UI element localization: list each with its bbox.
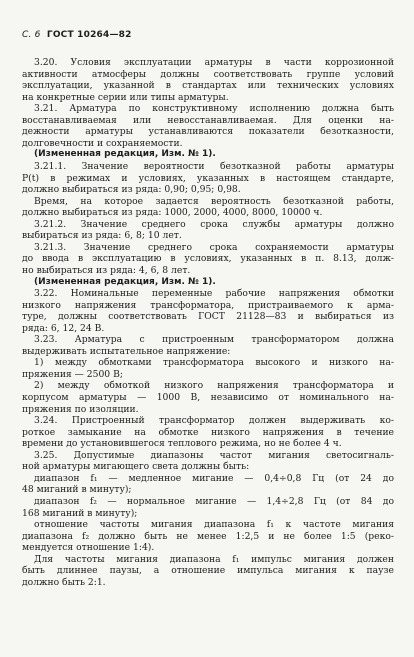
text-line: 3.25. Допустимые диапазоны частот мигания светосигналь-	[34, 449, 394, 461]
text-line: выдерживать испытательное напряжение:	[22, 345, 231, 357]
text-line: 3.22. Номинальные переменные рабочие напряжения обмотки	[34, 288, 394, 299]
text-line: на конкретные серии или типы арматуры.	[22, 91, 229, 103]
text-line: диапазон f₁ — медленное мигание — 0,4÷0,8 Гц (от 24 до	[34, 472, 394, 484]
text-line: до ввода в эксплуатацию в условиях, указанных в п. 8.13, долж-	[22, 253, 394, 265]
text-line: 168 миганий в минуту);	[22, 507, 138, 519]
text-line: 2) между обмоткой низкого напряжения трансформатора и	[34, 380, 394, 392]
text-line: 48 миганий в минуту);	[22, 484, 132, 496]
amendment-note: (Измененная редакция, Изм. № 1).	[34, 276, 216, 287]
text-line: 3.21.2. Значение среднего срока службы арматуры должно	[34, 218, 394, 230]
text-line: ряда: 6, 12, 24 В.	[22, 322, 105, 334]
text-line: дежности арматуры устанавливаются показатели безотказности,	[22, 126, 394, 138]
text-line: времени до установившегося теплового режима, но не более 4 ч.	[22, 438, 342, 450]
text-line: диапазон f₂ — нормальное мигание — 1,4÷2,8 Гц (от 84 до	[34, 495, 394, 507]
text-line: отношение частоты мигания диапазона f₁ к частоте мигания	[34, 519, 394, 530]
text-line: 1) между обмотками трансформатора высокого и низкого на-	[34, 357, 394, 369]
text-line: 3.21.3. Значение среднего срока сохраняемости арматуры	[34, 241, 394, 253]
text-line: Время, на которое задается вероятность безотказной работы,	[34, 195, 394, 207]
text-line: выбираться из ряда: 6, 8; 10 лет.	[22, 230, 182, 242]
text-line: 3.23. Арматура с пристроенным трансформатором должна	[34, 334, 394, 346]
text-line: 3.24. Пристроенный трансформатор должен выдерживать ко-	[34, 415, 394, 427]
text-line: диапазона f₂ должно быть не менее 1:2,5 и не более 1:5 (реко-	[22, 530, 394, 542]
text-line: мендуется отношение 1:4).	[22, 542, 155, 554]
amendment-note: (Измененная редакция, Изм. № 1).	[34, 149, 216, 160]
text-line: роткое замыкание на обмотке низкого напряжения в течение	[22, 426, 394, 438]
text-line: корпусом арматуры — 1000 В, независимо от номинального на-	[22, 392, 394, 403]
text-line: туре, должны соответствовать ГОСТ 21128—83 и выбираться из	[22, 311, 394, 323]
text-line: 3.21. Арматура по конструктивному исполнению должна быть	[34, 103, 394, 115]
text-line: пряжения по изоляции.	[22, 403, 139, 415]
page-number: С. 6	[22, 30, 41, 40]
text-line: должно быть 2:1.	[22, 576, 106, 588]
text-line: пряжения — 2500 В;	[22, 368, 123, 380]
text-line: ной арматуры мигающего света должны быть:	[22, 461, 250, 473]
text-line: Для частоты мигания диапазона f₁ импульс мигания должен	[34, 553, 394, 565]
text-line: 3.21.1. Значение вероятности безотказной работы арматуры	[34, 160, 394, 172]
text-line: активности атмосферы должны соответствовать группе условий	[22, 68, 394, 80]
text-line: быть длиннее паузы, а отношение импульса мигания к паузе	[22, 565, 394, 577]
text-line: эксплуатации, указанной в стандартах или технических условиях	[22, 80, 394, 92]
text-line: должно выбираться из ряда: 0,90; 0,95; 0,98.	[22, 184, 241, 196]
standard-title: ГОСТ 10264—82	[46, 30, 132, 40]
page-header	[22, 30, 132, 40]
text-line: низкого напряжения трансформатора, пристраиваемого к арма-	[22, 299, 394, 311]
text-line: 3.20. Условия эксплуатации арматуры в части коррозионной	[34, 57, 394, 68]
text-line: долговечности и сохраняемости.	[22, 137, 183, 149]
text-line: должно выбираться из ряда: 1000, 2000, 4000, 8000, 10000 ч.	[22, 207, 323, 219]
text-line: P(t) в режимах и условиях, указанных в настоящем стандарте,	[22, 172, 394, 184]
text-line: восстанавливаемая или невосстанавливаемая. Для оценки на-	[22, 114, 394, 126]
text-line: но выбираться из ряда: 4, 6, 8 лет.	[22, 264, 191, 276]
